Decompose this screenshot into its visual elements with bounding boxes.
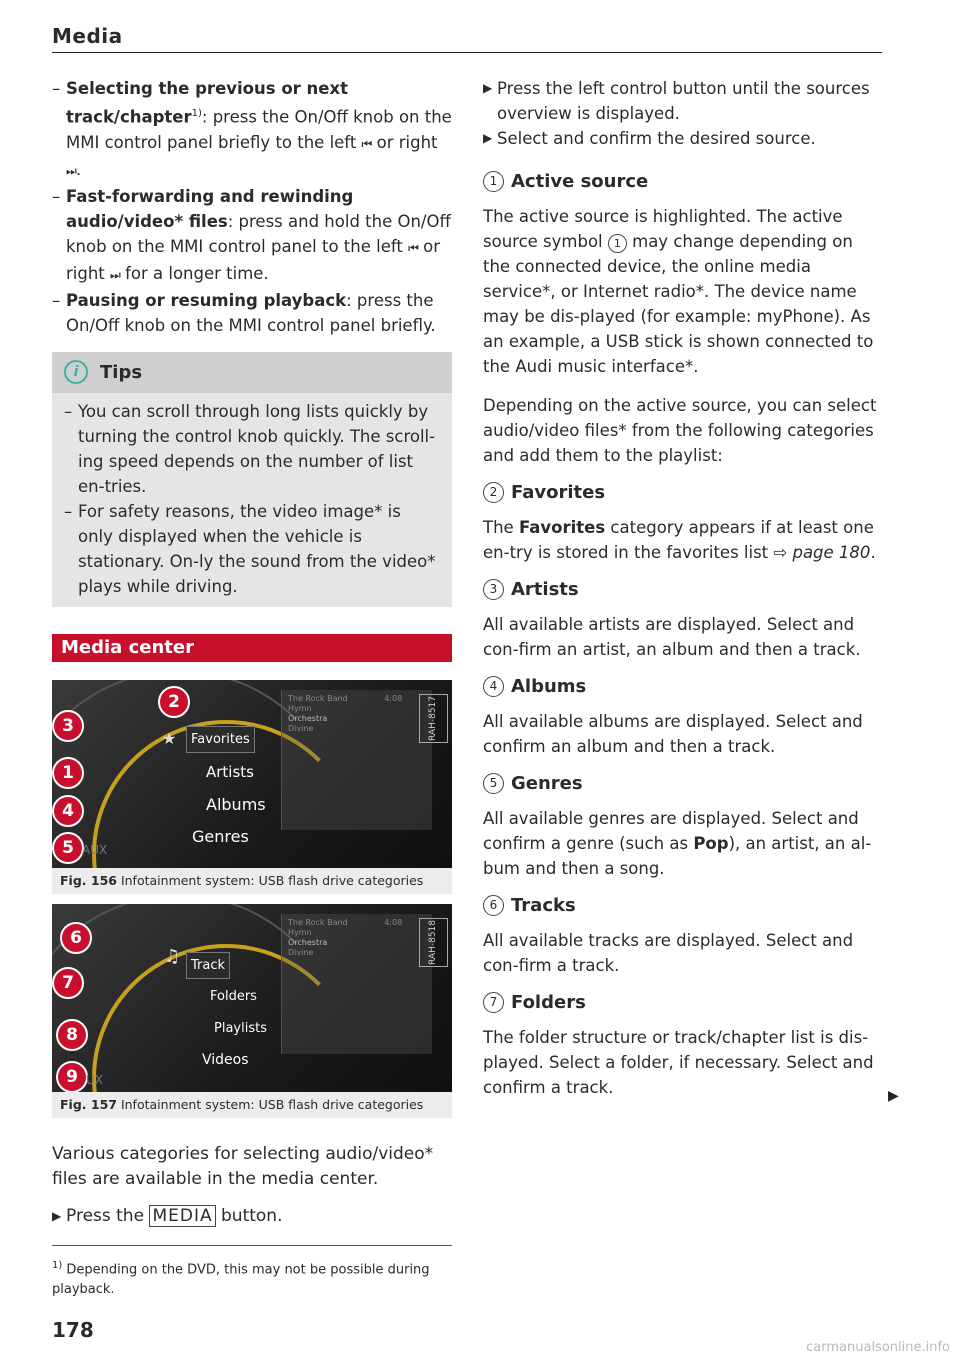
panel-orchestra: Orchestra xyxy=(288,937,328,947)
panel-orchestra: Orchestra xyxy=(288,713,328,723)
text: The active source is highlighted. The active source symbol xyxy=(483,207,843,251)
header-divider xyxy=(52,52,882,53)
info-icon: i xyxy=(64,360,88,384)
section-title: Artists xyxy=(511,579,579,600)
step-press-media xyxy=(52,1204,452,1229)
tip-text: For safety reasons, the video image* is only displayed when the vehicle is stationary. On-ly the sound from the video* plays while driving. xyxy=(78,501,436,596)
menu-artists: Artists xyxy=(206,762,254,781)
item-text: . xyxy=(75,159,82,179)
step-item xyxy=(483,126,883,151)
intro-paragraph: Various categories for selecting audio/video* files are available in the media center. xyxy=(52,1143,434,1189)
skip-back-icon: ⏮ xyxy=(361,136,372,151)
item-text: : press the On/Off knob on the MMI control panel briefly to the left xyxy=(66,107,452,152)
callout-2: 2 xyxy=(158,686,190,718)
section-artists xyxy=(483,577,883,602)
item-text: or right xyxy=(66,236,441,283)
section-title: Favorites xyxy=(511,482,606,503)
footnote xyxy=(52,1256,452,1300)
list-item: – Fast-forwarding and rewinding audio/video* files: press and hold the On/Off knob on the MMI control panel to the left ⏮ or right ⏭ for a longer time. xyxy=(52,186,451,283)
section-number: 4 xyxy=(483,676,504,697)
callout-1: 1 xyxy=(52,757,84,789)
page-link[interactable]: ⇨ page 180 xyxy=(773,543,871,562)
tip-item: – For safety reasons, the video image* is only displayed when the vehicle is stationary. On-ly the sound from the video* plays while driving. xyxy=(64,499,440,599)
panel-band: The Rock Band xyxy=(288,917,348,927)
section-folders xyxy=(483,990,883,1015)
section-number: 7 xyxy=(483,992,504,1013)
menu-folders: Folders xyxy=(210,988,257,1004)
text: category appears if at least one en-try is stored in the favorites list xyxy=(483,518,874,562)
caption-text: Infotainment system: USB flash drive categories xyxy=(120,1096,424,1112)
section-text xyxy=(483,806,883,881)
page-header-title: Media xyxy=(52,24,123,48)
step-text: Press the left control button until the sources overview is displayed. xyxy=(497,79,870,123)
section-number: 6 xyxy=(483,895,504,916)
music-note-icon: ♫ xyxy=(164,945,181,967)
step-text: button. xyxy=(215,1205,283,1226)
right-column xyxy=(483,76,883,1100)
now-playing-panel xyxy=(281,914,432,1054)
item-text: : press the On/Off knob on the MMI control panel briefly. xyxy=(66,290,436,335)
tips-title: Tips xyxy=(100,361,143,383)
step-arrow-icon: ▶ xyxy=(483,131,493,145)
callout-7: 7 xyxy=(52,967,84,999)
infotainment-screenshot xyxy=(52,680,452,868)
infotainment-screenshot xyxy=(52,904,452,1092)
section-title: Genres xyxy=(511,773,583,794)
tips-box xyxy=(52,352,452,607)
figure-caption xyxy=(52,1092,452,1118)
section-title: Albums xyxy=(511,676,587,697)
panel-divine: Divine xyxy=(288,723,314,733)
step-text: Press the xyxy=(66,1205,150,1226)
panel-track: Hymn xyxy=(288,927,312,937)
aux-label: AUX xyxy=(82,842,108,857)
item-text: or right xyxy=(371,132,438,152)
section-title: Active source xyxy=(511,171,649,192)
star-icon: ★ xyxy=(162,728,177,748)
menu-favorites: Favorites xyxy=(186,726,255,753)
panel-time: 4:08 xyxy=(384,917,403,927)
figure-ref-code: RAH-8518 xyxy=(419,918,448,967)
footnote-ref: 1) xyxy=(191,108,202,119)
section-text: All available artists are displayed. Select and con-firm an artist, an album and then a track. xyxy=(483,615,861,659)
list-item: – Pausing or resuming playback: press the On/Off knob on the MMI control panel briefly. xyxy=(52,290,436,335)
section-number: 5 xyxy=(483,773,504,794)
section-text: The folder structure or track/chapter list is dis-played. Select a folder, if necessary. Select and confirm a track. xyxy=(483,1028,874,1097)
footnote-divider xyxy=(52,1245,452,1246)
step-text: Select and confirm the desired source. xyxy=(497,129,816,148)
media-center-heading: Media center xyxy=(52,634,452,662)
menu-track: Track xyxy=(186,952,230,979)
section-albums xyxy=(483,674,883,699)
page-number: 178 xyxy=(52,1318,94,1342)
callout-8: 8 xyxy=(56,1019,88,1051)
section-favorites xyxy=(483,480,883,505)
figure-157 xyxy=(52,904,452,1118)
panel-track: Hymn xyxy=(288,703,312,713)
section-tracks xyxy=(483,893,883,918)
panel-band: The Rock Band xyxy=(288,693,348,703)
now-playing-panel xyxy=(281,690,432,830)
step-arrow-icon: ▶ xyxy=(52,1208,62,1223)
callout-6: 6 xyxy=(60,922,92,954)
panel-time: 4:08 xyxy=(384,693,403,703)
menu-genres: Genres xyxy=(192,826,249,846)
section-title: Tracks xyxy=(511,895,576,916)
figure-number: Fig. 157 xyxy=(60,1096,117,1112)
continue-arrow-icon: ▶ xyxy=(888,1088,899,1104)
section-number: 2 xyxy=(483,482,504,503)
aux-label: UX xyxy=(86,1072,104,1087)
figure-ref-code: RAH-8517 xyxy=(419,694,448,743)
text: . xyxy=(870,543,876,562)
menu-playlists: Playlists xyxy=(214,1020,267,1036)
text: may change depending on the connected device, the online media service*, or Internet radio*. The device name may be dis-played (for example: myPhone). As an example, a USB stick is shown connected to the Audi music interface*. xyxy=(483,232,874,376)
figure-caption xyxy=(52,868,452,894)
section-text: All available tracks are displayed. Select and con-firm a track. xyxy=(483,931,854,975)
section-text xyxy=(483,515,883,565)
item-title: Pausing or resuming playback xyxy=(66,290,347,310)
tip-text: You can scroll through long lists quickly by turning the control knob quickly. The scroll-ing speed depends on the number of list en-tries. xyxy=(78,401,436,496)
text: The xyxy=(483,518,519,537)
callout-4: 4 xyxy=(52,795,84,827)
footnote-mark: 1) xyxy=(52,1260,63,1271)
callout-3: 3 xyxy=(52,710,84,742)
section-genres xyxy=(483,771,883,796)
item-text: for a longer time. xyxy=(119,263,269,283)
section-text: Depending on the active source, you can select audio/video files* from the following categories and add them to the playlist: xyxy=(483,396,877,465)
section-number: 3 xyxy=(483,579,504,600)
skip-back-icon: ⏮ xyxy=(408,240,418,255)
step-item xyxy=(483,76,883,126)
panel-divine: Divine xyxy=(288,947,314,957)
figure-156 xyxy=(52,680,452,894)
callout-5: 5 xyxy=(52,832,84,864)
list-item: – Selecting the previous or next track/chapter$^{1)}$: press the On/Off knob on the MMI control panel briefly to the left ⏮ or right ⏭. xyxy=(52,79,452,179)
callout-9: 9 xyxy=(56,1061,88,1092)
text: Pop xyxy=(693,834,729,853)
item-title: Selecting the previous or next track/chapter xyxy=(66,79,348,127)
section-number: 1 xyxy=(483,171,504,192)
item-title: Fast-forwarding and rewinding audio/video* files xyxy=(66,186,354,231)
watermark: carmanualsonline.info xyxy=(806,1340,950,1355)
item-text: : press and hold the On/Off knob on the MMI control panel to the left xyxy=(66,211,451,256)
skip-forward-icon: ⏭ xyxy=(110,267,120,282)
media-key: MEDIA xyxy=(149,1205,215,1227)
footnote-text: Depending on the DVD, this may not be possible during playback. xyxy=(52,1262,430,1298)
tips-body xyxy=(52,393,452,607)
menu-albums: Albums xyxy=(206,794,266,814)
skip-forward-icon: ⏭ xyxy=(66,163,76,178)
inline-number: 1 xyxy=(608,234,627,253)
tips-header xyxy=(52,352,452,393)
text: ), an artist, an al-bum and then a song. xyxy=(483,834,872,878)
section-text: All available albums are displayed. Select and confirm an album and then a track. xyxy=(483,712,863,756)
section-text xyxy=(483,204,883,379)
section-title: Folders xyxy=(511,992,586,1013)
section-active-source xyxy=(483,169,883,194)
left-column xyxy=(52,76,452,1229)
text: All available genres are displayed. Select and confirm a genre (such as xyxy=(483,809,859,853)
text: Favorites xyxy=(518,518,606,537)
figure-number: Fig. 156 xyxy=(60,872,117,888)
menu-videos: Videos xyxy=(202,1051,249,1068)
caption-text: Infotainment system: USB flash drive categories xyxy=(120,872,424,888)
step-arrow-icon: ▶ xyxy=(483,81,493,95)
tip-item: – You can scroll through long lists quickly by turning the control knob quickly. The scroll-ing speed depends on the number of list en-tries. xyxy=(64,399,440,499)
